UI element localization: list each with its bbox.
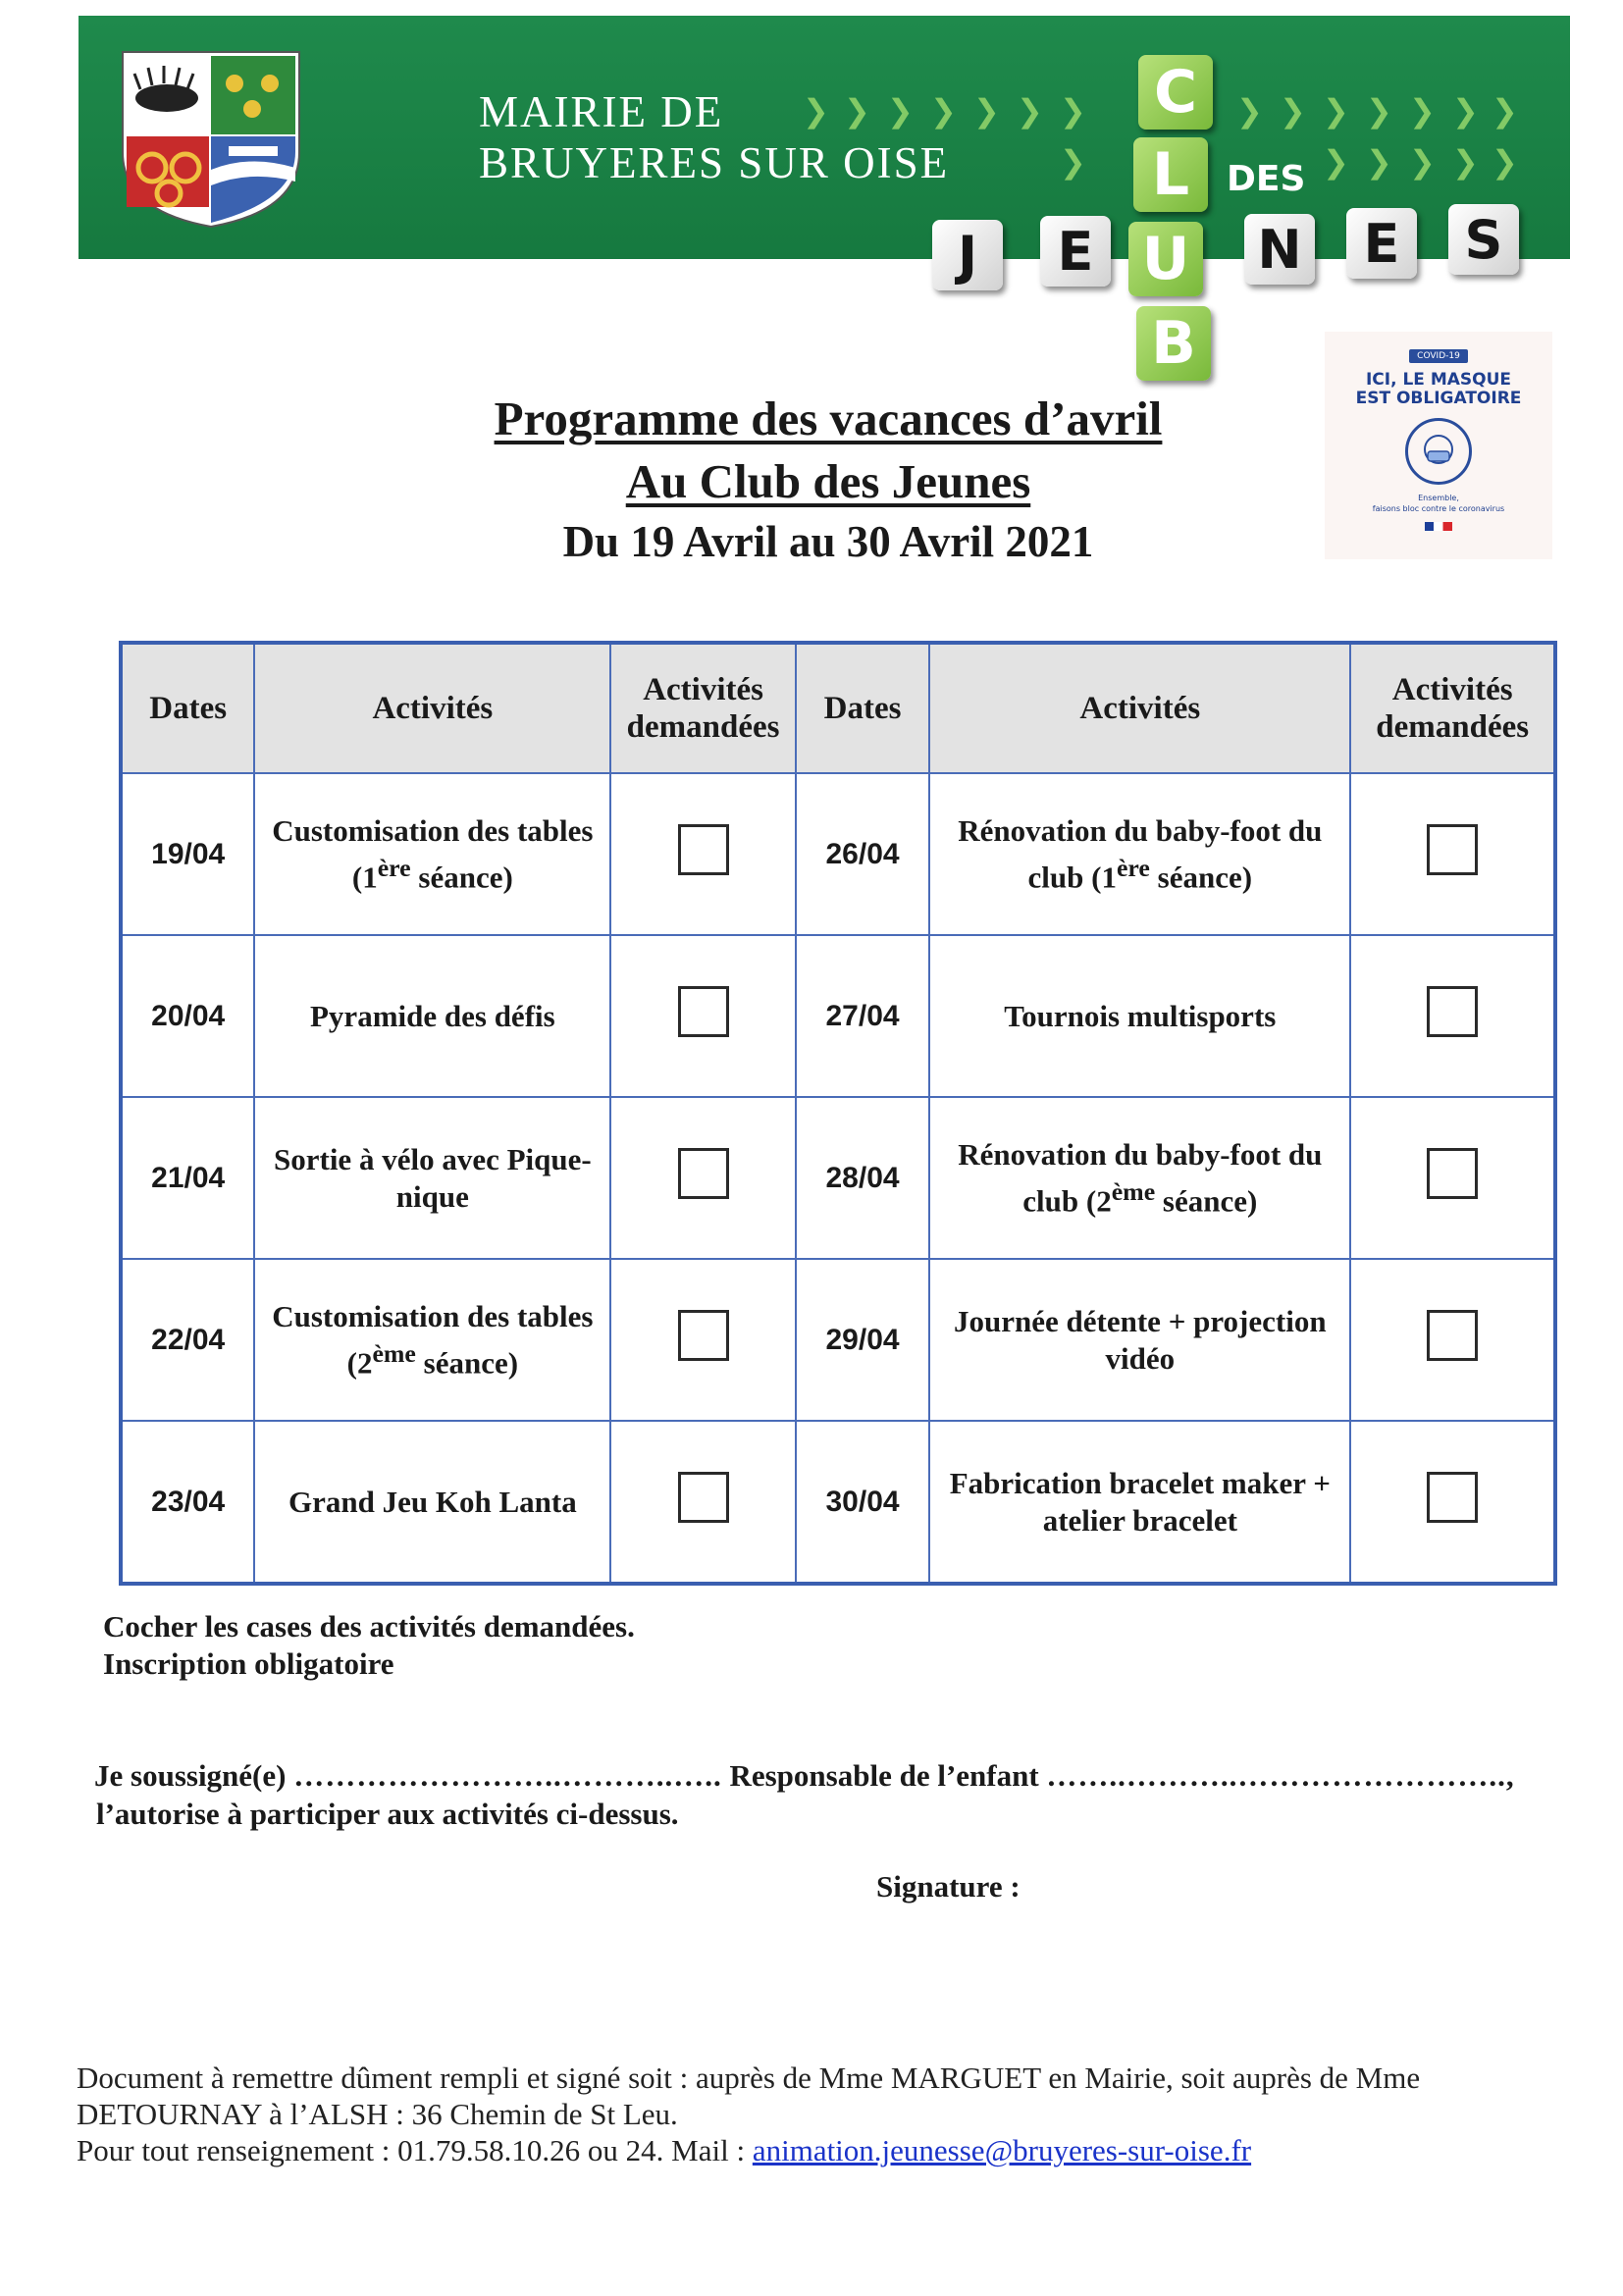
activity-cell: Rénovation du baby-foot du club (1ère séance) <box>929 773 1350 935</box>
request-cell <box>1350 1421 1555 1584</box>
activity-cell: Customisation des tables (1ère séance) <box>254 773 610 935</box>
activity-checkbox[interactable] <box>678 1472 729 1523</box>
date-cell: 20/04 <box>121 935 254 1097</box>
header-activities-left: Activités <box>254 643 610 773</box>
footer-line-1: Document à remettre dûment rempli et signé soit : auprès de Mme MARGUET en Mairie, soit auprès de Mme <box>77 2061 1421 2095</box>
activity-cell: Grand Jeu Koh Lanta <box>254 1421 610 1584</box>
request-cell <box>610 773 796 935</box>
date-cell: 22/04 <box>121 1259 254 1421</box>
jeunes-cube-j: J <box>932 220 1003 290</box>
club-cube-l: L <box>1133 137 1208 212</box>
date-cell: 29/04 <box>796 1259 929 1421</box>
date-cell: 28/04 <box>796 1097 929 1259</box>
covid-footer-line2: faisons bloc contre le coronavirus <box>1372 504 1505 513</box>
page-title: Programme des vacances d’avril <box>494 391 1163 445</box>
table-row <box>121 1421 1555 1584</box>
header-dates-left: Dates <box>121 643 254 773</box>
covid-title-line1: ICI, LE MASQUE <box>1365 370 1512 390</box>
activity-cell: Tournois multisports <box>929 935 1350 1097</box>
activity-checkbox[interactable] <box>1427 1310 1478 1361</box>
des-label: DES <box>1227 159 1306 199</box>
activity-cell: Pyramide des défis <box>254 935 610 1097</box>
activity-checkbox[interactable] <box>678 986 729 1037</box>
activity-checkbox[interactable] <box>678 1310 729 1361</box>
club-cube-b: B <box>1136 306 1211 381</box>
table-row <box>121 935 1555 1097</box>
activity-schedule-table <box>119 641 1557 1586</box>
table-header-row <box>121 643 1555 773</box>
activity-checkbox[interactable] <box>1427 824 1478 875</box>
request-cell <box>1350 1259 1555 1421</box>
email-link[interactable]: animation.jeunesse@bruyeres-sur-oise.fr <box>752 2133 1252 2167</box>
activity-checkbox[interactable] <box>678 1148 729 1199</box>
guardian-label: Responsable de l’enfant <box>721 1758 1047 1793</box>
mairie-title-line2: BRUYERES SUR OISE <box>479 138 950 187</box>
signature-label: Signature : <box>876 1869 1021 1904</box>
activity-cell: Rénovation du baby-foot du club (2ème séance) <box>929 1097 1350 1259</box>
request-cell <box>610 935 796 1097</box>
authorization-consent: l’autorise à participer aux activités ci-dessus. <box>96 1797 679 1831</box>
jeunes-cube-n: N <box>1244 214 1315 285</box>
mairie-title-line1: MAIRIE DE <box>479 87 724 136</box>
jeunes-cube-s: S <box>1448 204 1519 275</box>
date-cell: 30/04 <box>796 1421 929 1584</box>
footer-line-2: DETOURNAY à l’ALSH : 36 Chemin de St Leu. <box>77 2097 678 2131</box>
header-requested-left: Activités demandées <box>610 643 796 773</box>
date-range: Du 19 Avril au 30 Avril 2021 <box>562 517 1094 566</box>
town-crest-logo <box>113 44 309 231</box>
child-name-fill-field[interactable]: ……..………..…………………….., <box>1046 1758 1515 1793</box>
activity-cell: Customisation des tables (2ème séance) <box>254 1259 610 1421</box>
request-cell <box>1350 935 1555 1097</box>
request-cell <box>1350 773 1555 935</box>
header-activities-right: Activités <box>929 643 1350 773</box>
table-row <box>121 1259 1555 1421</box>
header-requested-right: Activités demandées <box>1350 643 1555 773</box>
instruction-check-boxes: Cocher les cases des activités demandées. <box>103 1609 635 1644</box>
request-cell <box>610 1259 796 1421</box>
activity-checkbox[interactable] <box>1427 1472 1478 1523</box>
activity-checkbox[interactable] <box>678 824 729 875</box>
name-fill-field[interactable]: ……………………..………..….. <box>293 1758 722 1793</box>
page-subtitle: Au Club des Jeunes <box>625 454 1031 508</box>
request-cell <box>610 1097 796 1259</box>
covid-footer-line1: Ensemble, <box>1418 494 1459 502</box>
request-cell <box>610 1421 796 1584</box>
table-row <box>121 1097 1555 1259</box>
table-row <box>121 773 1555 935</box>
footer-line-3 <box>77 2133 1251 2168</box>
date-cell: 21/04 <box>121 1097 254 1259</box>
date-cell: 27/04 <box>796 935 929 1097</box>
header-dates-right: Dates <box>796 643 929 773</box>
authorization-prefix: Je soussigné(e) <box>94 1758 294 1793</box>
jeunes-cube-e2: E <box>1346 208 1417 279</box>
authorization-line <box>94 1758 1515 1794</box>
date-cell: 23/04 <box>121 1421 254 1584</box>
date-cell: 26/04 <box>796 773 929 935</box>
covid-tag: COVID-19 <box>1409 349 1468 363</box>
activity-cell: Fabrication bracelet maker + atelier bracelet <box>929 1421 1350 1584</box>
activity-cell: Sortie à vélo avec Pique-nique <box>254 1097 610 1259</box>
date-cell: 19/04 <box>121 773 254 935</box>
covid-title-line2: EST OBLIGATOIRE <box>1355 389 1522 408</box>
club-cube-c: C <box>1138 55 1213 130</box>
activity-checkbox[interactable] <box>1427 1148 1478 1199</box>
request-cell <box>1350 1097 1555 1259</box>
club-cube-u: U <box>1128 222 1203 296</box>
jeunes-cube-e1: E <box>1040 216 1111 287</box>
activity-cell: Journée détente + projection vidéo <box>929 1259 1350 1421</box>
activity-checkbox[interactable] <box>1427 986 1478 1037</box>
contact-prefix: Pour tout renseignement : 01.79.58.10.26 ou 24. Mail : <box>77 2133 753 2167</box>
instruction-registration: Inscription obligatoire <box>103 1646 394 1681</box>
